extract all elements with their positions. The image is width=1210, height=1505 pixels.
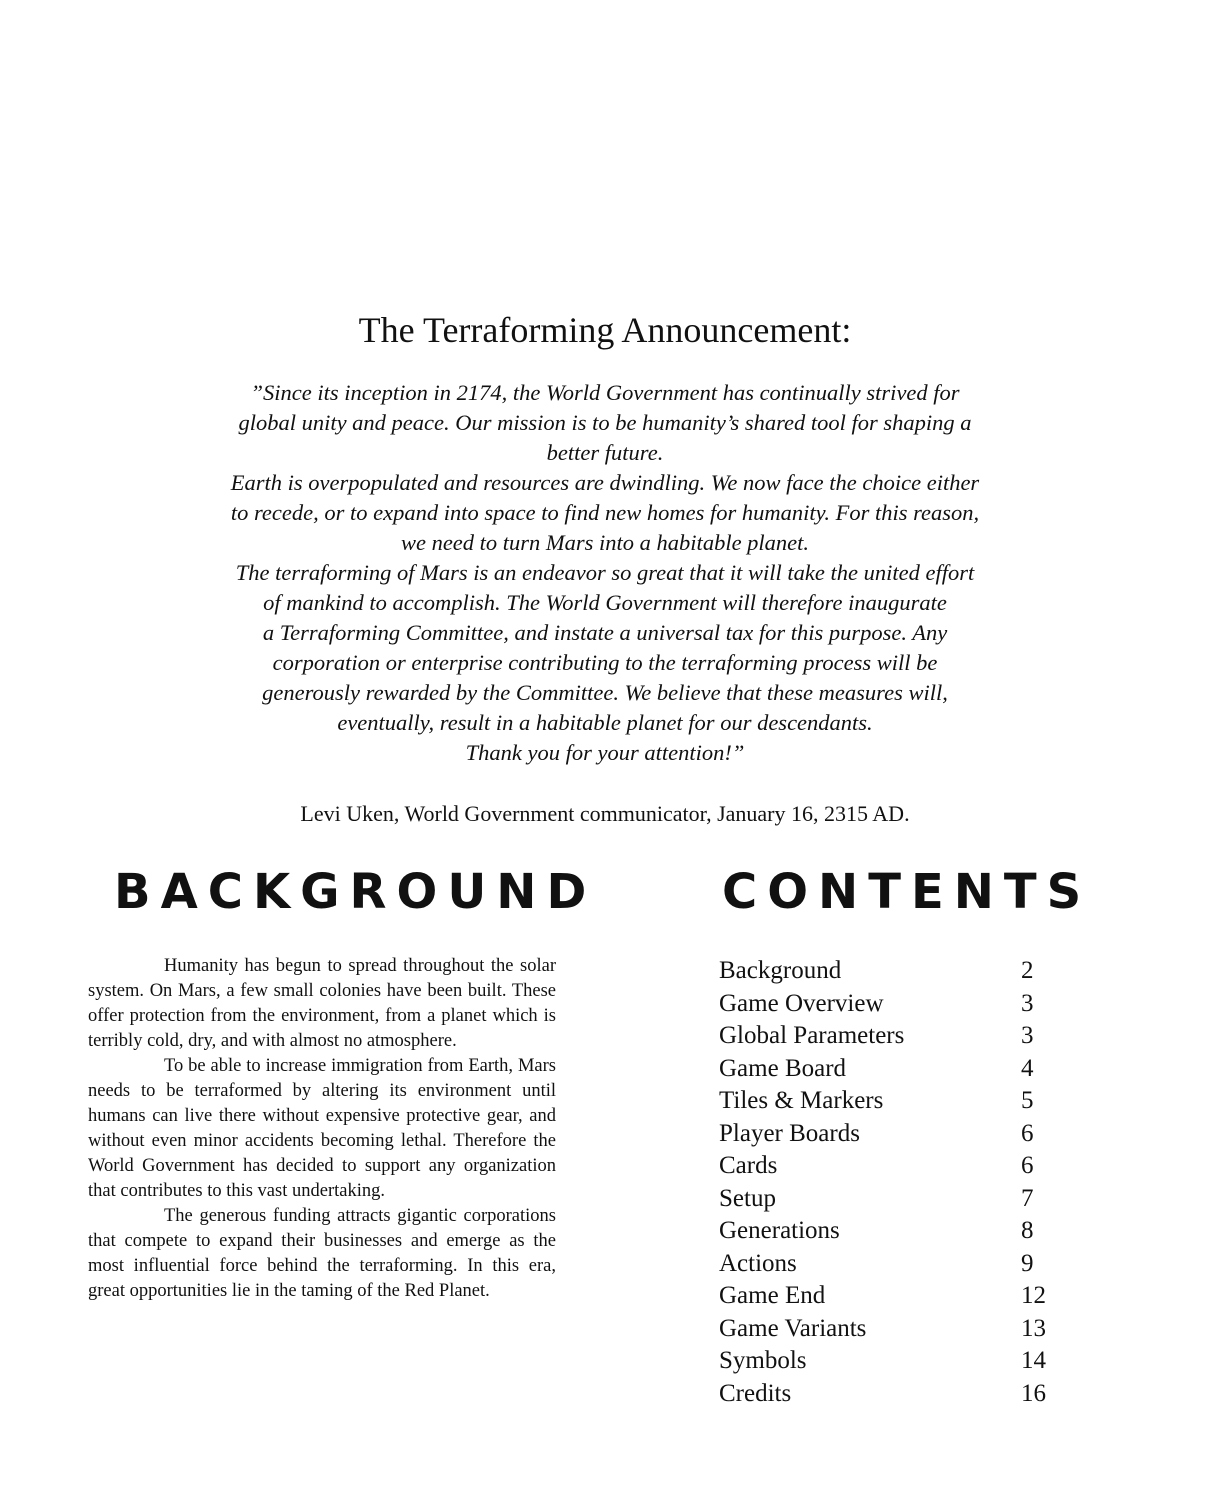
toc-label: Background <box>719 957 842 984</box>
background-text <box>88 954 556 1304</box>
toc-page-number: 9 <box>1021 1249 1034 1277</box>
toc-item-credits[interactable] <box>719 1378 1049 1411</box>
toc-item-generations[interactable] <box>719 1215 1049 1248</box>
contents-heading: CONTENTS <box>722 864 1092 920</box>
toc-item-game-variants[interactable] <box>719 1313 1049 1346</box>
quote-line: we need to turn Mars into a habitable planet. <box>400 530 810 555</box>
table-of-contents <box>719 955 1049 1410</box>
toc-page-number: 2 <box>1021 957 1034 984</box>
quote-line: corporation or enterprise contributing to the terraforming process will be <box>272 650 938 675</box>
toc-page-number: 14 <box>1021 1347 1046 1374</box>
announcement-attribution: Levi Uken, World Government communicator, January 16, 2315 AD. <box>300 801 910 826</box>
toc-item-tiles-markers[interactable] <box>719 1085 1049 1118</box>
toc-item-actions[interactable] <box>719 1248 1049 1281</box>
toc-page-number: 6 <box>1021 1119 1034 1147</box>
toc-label: Cards <box>719 1152 778 1179</box>
toc-label: Tiles & Markers <box>719 1087 884 1114</box>
quote-line: Earth is overpopulated and resources are dwindling. We now face the choice either <box>230 470 980 495</box>
toc-item-game-end[interactable] <box>719 1280 1049 1313</box>
toc-page-number: 4 <box>1021 1054 1034 1082</box>
quote-line: a Terraforming Committee, and instate a universal tax for this purpose. Any <box>262 620 948 645</box>
toc-label: Setup <box>719 1184 776 1212</box>
quote-line: Thank you for your attention!” <box>465 740 745 765</box>
quote-line: better future. <box>546 440 664 465</box>
toc-item-player-boards[interactable] <box>719 1118 1049 1151</box>
toc-item-global-parameters[interactable] <box>719 1020 1049 1053</box>
toc-label: Game Board <box>719 1054 847 1082</box>
toc-page-number: 16 <box>1021 1379 1046 1407</box>
quote-line: to recede, or to expand into space to find new homes for humanity. For this reason, <box>230 500 980 525</box>
quote-line: The terraforming of Mars is an endeavor so great that it will take the united effort <box>235 560 975 585</box>
quote-line: eventually, result in a habitable planet for our descendants. <box>337 710 873 735</box>
toc-page-number: 5 <box>1021 1087 1034 1114</box>
quote-line: global unity and peace. Our mission is to be humanity’s shared tool for shaping a <box>238 410 972 435</box>
terraforming-announcement <box>150 308 1060 829</box>
toc-page-number: 12 <box>1021 1282 1046 1309</box>
toc-page-number: 3 <box>1021 989 1034 1017</box>
background-heading: BACKGROUND <box>114 864 597 920</box>
background-paragraph: Humanity has begun to spread throughout the solar system. On Mars, a few small colonies have been built. These offer protection from the environment, from a planet which is terribly cold, dry, and with almost no atmosphere. <box>88 956 556 1051</box>
toc-item-symbols[interactable] <box>719 1345 1049 1378</box>
toc-page-number: 13 <box>1021 1314 1046 1342</box>
toc-label: Game Variants <box>719 1314 867 1342</box>
quote-line: of mankind to accomplish. The World Government will therefore inaugurate <box>263 590 947 615</box>
toc-label: Game Overview <box>719 989 884 1017</box>
toc-page-number: 8 <box>1021 1217 1034 1244</box>
toc-item-background[interactable] <box>719 955 1049 988</box>
toc-item-cards[interactable] <box>719 1150 1049 1183</box>
toc-page-number: 7 <box>1021 1184 1034 1212</box>
background-paragraph: To be able to increase immigration from Earth, Mars needs to be terraformed by altering its environment until humans can live there without expensive protective gear, and without even minor accidents becoming lethal. Therefore the World Government has decided to support any organization that contributes to this vast undertaking. <box>88 1056 556 1201</box>
quote-line: generously rewarded by the Committee. We believe that these measures will, <box>262 680 948 705</box>
toc-label: Global Parameters <box>719 1022 905 1049</box>
toc-label: Actions <box>719 1249 797 1277</box>
toc-item-game-board[interactable] <box>719 1053 1049 1086</box>
toc-label: Credits <box>719 1379 792 1407</box>
toc-label: Generations <box>719 1217 840 1244</box>
background-paragraph: The generous funding attracts gigantic corporations that compete to expand their businesses and emerge as the most influential force behind the terraforming. In this era, great opportunities lie in the taming of the Red Planet. <box>88 1206 556 1301</box>
toc-item-setup[interactable] <box>719 1183 1049 1216</box>
toc-item-game-overview[interactable] <box>719 988 1049 1021</box>
toc-label: Player Boards <box>719 1119 860 1147</box>
toc-label: Game End <box>719 1282 826 1309</box>
announcement-quote <box>150 378 1060 768</box>
quote-line: ”Since its inception in 2174, the World Government has continually strived for <box>250 380 960 405</box>
toc-page-number: 6 <box>1021 1152 1034 1179</box>
toc-label: Symbols <box>719 1347 807 1374</box>
announcement-title: The Terraforming Announcement: <box>358 310 852 350</box>
toc-page-number: 3 <box>1021 1022 1034 1049</box>
